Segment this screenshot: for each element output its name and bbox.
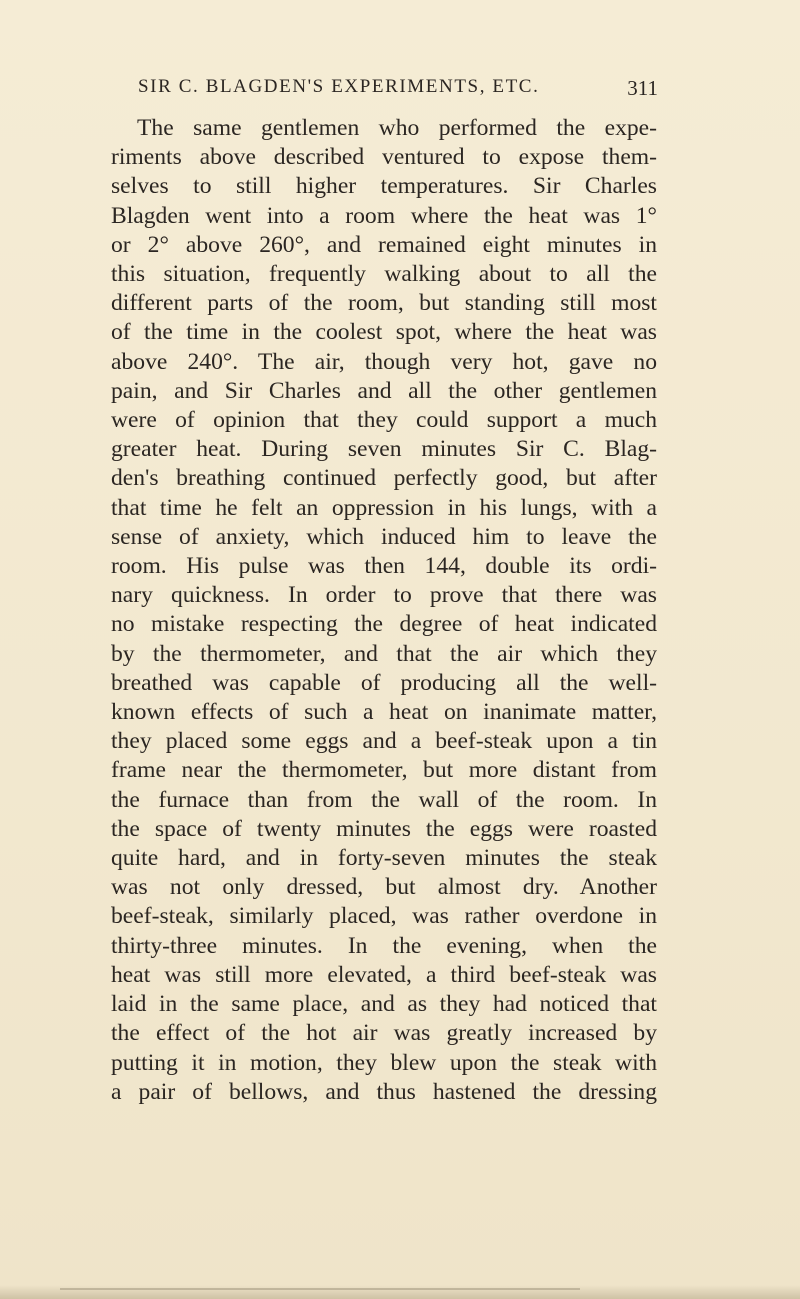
- text-line: pain, and Sir Charles and all the other gentlemen: [111, 377, 657, 404]
- text-line: the furnace than from the wall of the room. In: [111, 786, 657, 813]
- text-line: room. His pulse was then 144, double its ordi-: [111, 553, 657, 580]
- page-edge-line: [60, 1288, 580, 1290]
- text-line: greater heat. During seven minutes Sir C. Blag-: [111, 436, 657, 463]
- text-line: known effects of such a heat on inanimate matter,: [111, 699, 657, 726]
- text-line: beef-steak, similarly placed, was rather overdone in: [111, 903, 657, 930]
- text-line: by the thermometer, and that the air which they: [111, 640, 657, 667]
- text-line: putting it in motion, they blew upon the steak with: [111, 1049, 657, 1076]
- text-line: sense of anxiety, which induced him to leave the: [111, 523, 657, 550]
- text-line: The same gentlemen who performed the expe-: [137, 115, 657, 141]
- running-title: SIR C. BLAGDEN'S EXPERIMENTS, ETC.: [138, 76, 540, 97]
- text-line: were of opinion that they could support a much: [111, 407, 657, 434]
- text-line: or 2° above 260°, and remained eight minutes in: [111, 231, 657, 258]
- text-line: they placed some eggs and a beef-steak upon a tin: [111, 728, 657, 755]
- text-line: the effect of the hot air was greatly increased by: [111, 1020, 657, 1047]
- text-line: no mistake respecting the degree of heat indicated: [111, 611, 657, 638]
- text-line: this situation, frequently walking about to all the: [111, 261, 657, 288]
- text-line: riments above described ventured to expose them-: [111, 144, 657, 171]
- running-head: [138, 76, 658, 106]
- text-line: a pair of bellows, and thus hastened the dressing: [111, 1078, 657, 1105]
- text-line: of the time in the coolest spot, where the heat was: [111, 319, 657, 346]
- text-line: above 240°. The air, though very hot, gave no: [111, 348, 657, 375]
- text-line: that time he felt an oppression in his lungs, with a: [111, 494, 657, 521]
- text-line: frame near the thermometer, but more distant from: [111, 757, 657, 784]
- text-line: different parts of the room, but standing still most: [111, 290, 657, 317]
- text-line: breathed was capable of producing all the well-: [111, 669, 657, 696]
- text-line: thirty-three minutes. In the evening, when the: [111, 932, 657, 959]
- text-line: the space of twenty minutes the eggs were roasted: [111, 815, 657, 842]
- text-line: laid in the same place, and as they had noticed that: [111, 991, 657, 1018]
- body-paragraph: [111, 114, 657, 1107]
- text-line: selves to still higher temperatures. Sir Charles: [111, 173, 657, 200]
- text-line: was not only dressed, but almost dry. Another: [111, 874, 657, 901]
- text-line: nary quickness. In order to prove that there was: [111, 582, 657, 609]
- text-line: Blagden went into a room where the heat was 1°: [111, 202, 657, 229]
- text-line: den's breathing continued perfectly good, but after: [111, 465, 657, 492]
- text-line: heat was still more elevated, a third beef-steak was: [111, 961, 657, 988]
- text-line: quite hard, and in forty-seven minutes the steak: [111, 845, 657, 872]
- page-number: 311: [627, 76, 658, 100]
